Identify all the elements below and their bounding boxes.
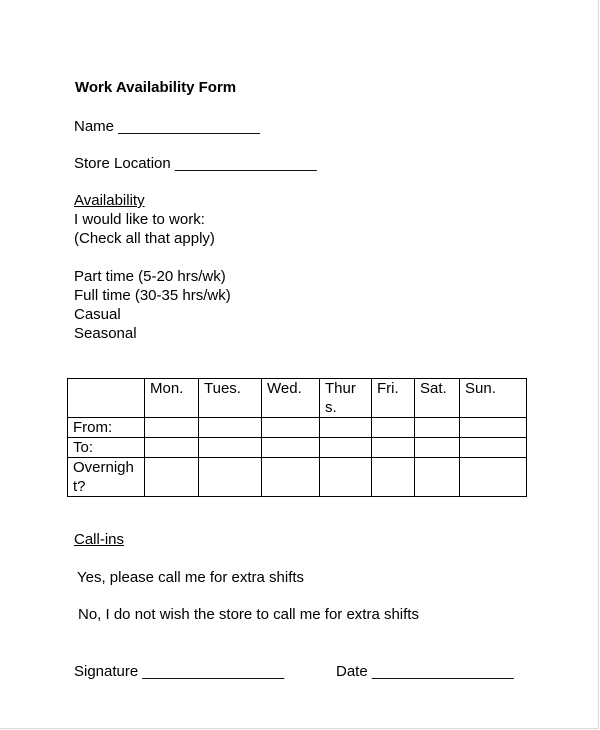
table-cell[interactable]	[415, 438, 460, 458]
name-blank[interactable]: _________________	[118, 118, 261, 135]
name-label: Name	[74, 118, 115, 135]
day-header: Wed.	[262, 379, 320, 418]
table-cell[interactable]	[320, 418, 372, 438]
table-cell[interactable]	[145, 418, 199, 438]
day-header: Sun.	[460, 379, 527, 418]
callins-heading: Call-ins	[74, 531, 125, 548]
table-header-row	[68, 379, 527, 418]
form-title: Work Availability Form	[75, 79, 237, 96]
day-header: Mon.	[145, 379, 199, 418]
table-cell[interactable]	[199, 458, 262, 497]
option-seasonal[interactable]: Seasonal	[74, 325, 137, 342]
table-cell[interactable]	[145, 458, 199, 497]
table-row	[68, 438, 527, 458]
table-cell[interactable]	[372, 458, 415, 497]
option-casual[interactable]: Casual	[74, 306, 121, 323]
day-header: Fri.	[372, 379, 415, 418]
table-cell[interactable]	[460, 458, 527, 497]
row-label: To:	[68, 438, 145, 458]
store-location-blank[interactable]: _________________	[174, 155, 317, 172]
table-cell[interactable]	[372, 418, 415, 438]
callins-yes-option[interactable]: Yes, please call me for extra shifts	[77, 569, 305, 586]
table-cell[interactable]	[460, 418, 527, 438]
option-full-time[interactable]: Full time (30-35 hrs/wk)	[74, 287, 231, 304]
table-cell[interactable]	[145, 438, 199, 458]
table-cell[interactable]	[415, 418, 460, 438]
table-cell[interactable]	[262, 418, 320, 438]
store-location-label: Store Location	[74, 155, 171, 172]
day-header: Tues.	[199, 379, 262, 418]
callins-no-option[interactable]: No, I do not wish the store to call me for extra shifts	[78, 606, 419, 623]
table-row	[68, 458, 527, 497]
row-label: From:	[68, 418, 145, 438]
row-label: Overnight?	[68, 458, 145, 497]
signature-label: Signature	[74, 663, 139, 680]
table-cell[interactable]	[320, 458, 372, 497]
table-cell[interactable]	[415, 458, 460, 497]
table-row	[68, 418, 527, 438]
signature-blank[interactable]: _________________	[142, 663, 285, 680]
date-label: Date	[336, 663, 368, 680]
table-cell[interactable]	[460, 438, 527, 458]
table-cell[interactable]	[199, 438, 262, 458]
work-prompt: I would like to work:	[74, 211, 205, 228]
table-cell[interactable]	[199, 418, 262, 438]
signature-line	[74, 662, 284, 681]
option-part-time[interactable]: Part time (5-20 hrs/wk)	[74, 268, 226, 285]
table-cell[interactable]	[372, 438, 415, 458]
availability-table	[67, 378, 527, 497]
day-header: Sat.	[415, 379, 460, 418]
table-corner-cell	[68, 379, 145, 418]
date-blank[interactable]: _________________	[371, 663, 514, 680]
date-line	[336, 662, 514, 681]
check-note: (Check all that apply)	[74, 230, 215, 247]
table-cell[interactable]	[262, 438, 320, 458]
table-cell[interactable]	[262, 458, 320, 497]
availability-heading: Availability	[74, 192, 145, 209]
name-line	[74, 117, 260, 136]
store-location-line	[74, 154, 317, 173]
table-cell[interactable]	[320, 438, 372, 458]
day-header: Thurs.	[320, 379, 372, 418]
